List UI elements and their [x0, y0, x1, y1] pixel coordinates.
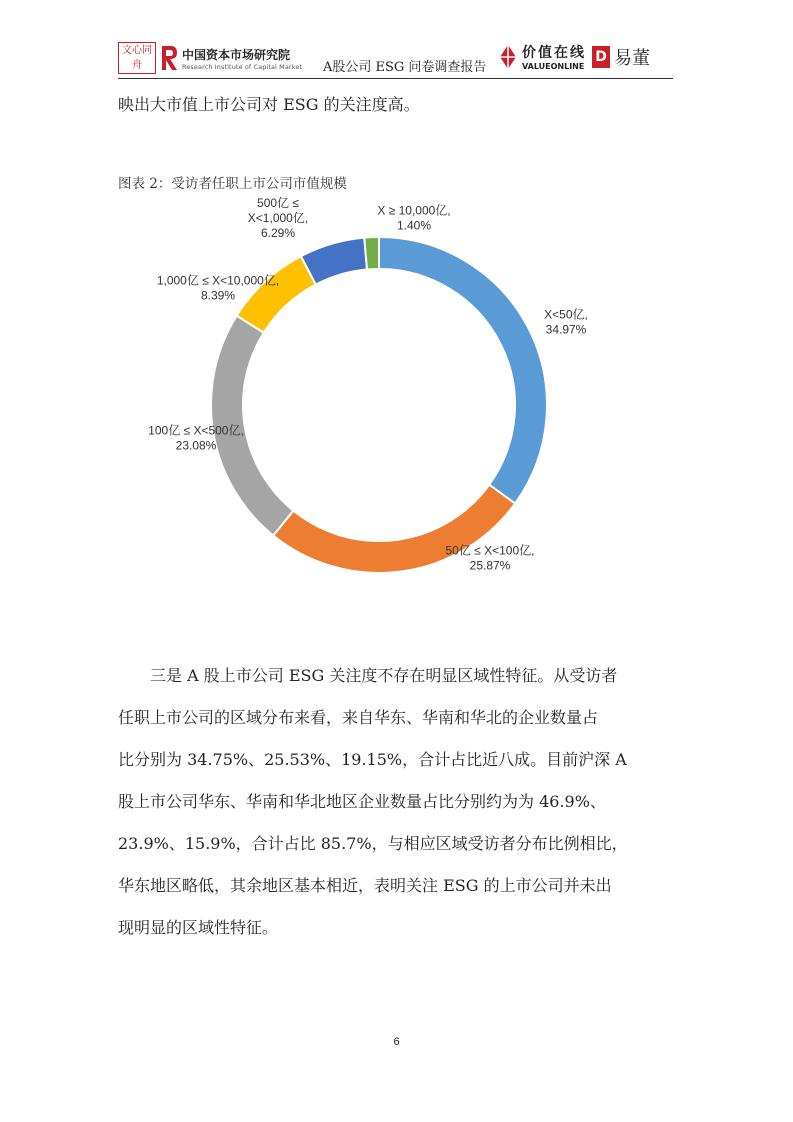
- page-number: 6: [393, 1036, 400, 1048]
- figure-caption: 图表 2：受访者任职上市公司市值规模: [118, 176, 347, 192]
- partner-name-en: VALUEONLINE: [522, 62, 585, 71]
- yidong-badge-icon: D: [592, 46, 610, 68]
- report-title: A股公司 ESG 问卷调查报告: [323, 60, 487, 75]
- pie-slice: [237, 256, 316, 332]
- institute-name-en: Research Institute of Capital Market: [182, 62, 303, 71]
- data-label: [377, 204, 450, 233]
- data-label-line: X<1,000亿,: [247, 211, 309, 225]
- data-label-line: 23.08%: [175, 438, 217, 453]
- body-line: 现明显的区域性特征。: [118, 918, 279, 937]
- data-label-line: X<50亿,: [544, 307, 588, 322]
- body-line: 比分别为 34.75%、25.53%、19.15%，合计占比近八成。目前沪深 A: [118, 750, 627, 769]
- data-label-line: 34.97%: [545, 322, 587, 337]
- yidong-name: 易董: [614, 47, 650, 69]
- data-label-line: X ≥ 10,000亿,: [377, 203, 451, 218]
- pie-slice: [364, 237, 379, 270]
- institute-name-cn: 中国资本市场研究院: [182, 47, 291, 62]
- data-label-line: 100亿 ≤ X<500亿,: [148, 423, 244, 438]
- data-label: [248, 196, 308, 240]
- intro-line: 映出大市值上市公司对 ESG 的关注度高。: [118, 95, 420, 114]
- data-label-line: 500亿 ≤: [257, 196, 299, 210]
- body-line: 股上市公司华东、华南和华北地区企业数量占比分别约为为 46.9%、: [118, 792, 606, 811]
- data-label-line: 1,000亿 ≤ X<10,000亿,: [156, 273, 280, 288]
- body-line: 任职上市公司的区域分布来看，来自华东、华南和华北的企业数量占: [118, 708, 599, 727]
- data-label-line: 50亿 ≤ X<100亿,: [445, 543, 535, 558]
- body-line: 23.9%、15.9%，合计占比 85.7%，与相应区域受访者分布比例相比，: [118, 834, 628, 853]
- data-label-line: 25.87%: [469, 558, 511, 573]
- body-line: 华东地区略低，其余地区基本相近，表明关注 ESG 的上市公司并未出: [118, 876, 612, 895]
- data-label-line: 1.40%: [396, 218, 432, 233]
- data-label-line: 6.29%: [260, 226, 296, 240]
- data-label: [446, 544, 535, 573]
- pie-slice: [379, 237, 547, 503]
- partner-name-cn: 价值在线: [522, 45, 586, 61]
- body-line: 三是 A 股上市公司 ESG 关注度不存在明显区域性特征。从受访者: [118, 666, 618, 685]
- data-label-line: 8.39%: [200, 288, 236, 303]
- institute-seal: 文 心 同 舟: [118, 42, 156, 74]
- data-label: [544, 308, 588, 337]
